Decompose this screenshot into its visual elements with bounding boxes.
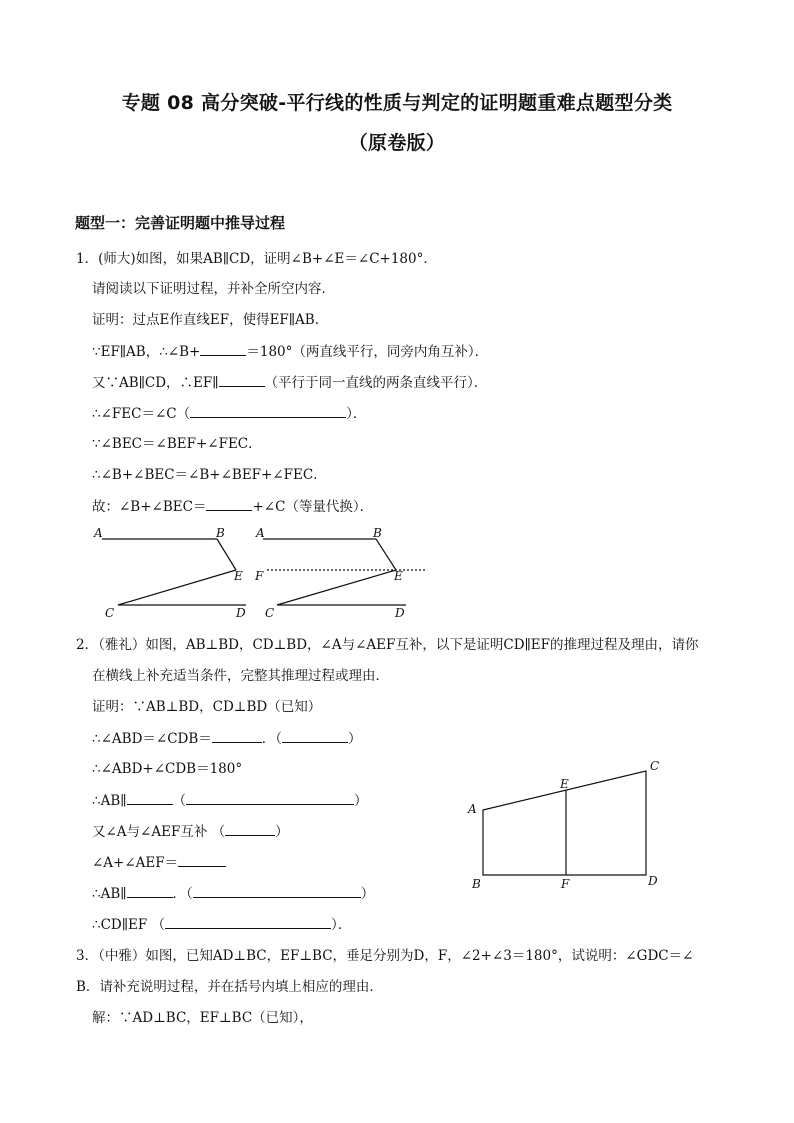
q2-text: ） [275, 824, 289, 840]
label-B: B [216, 526, 225, 540]
answer-blank[interactable] [206, 498, 252, 511]
label-D: D [395, 606, 405, 620]
q1-text: ∵EF∥AB，∴∠B+ [92, 344, 201, 360]
q2-figure [460, 755, 675, 895]
q2-proof-line [92, 792, 368, 809]
q1-proof-line [92, 405, 366, 422]
q2-statement: 2．（雅礼）如图，AB⊥BD，CD⊥BD，∠A与∠AEF互补，以下是证明CD∥EF的推理过程及理由，请你 [76, 637, 699, 653]
q1-text: 又∵AB∥CD，∴EF∥ [92, 375, 219, 391]
q2-proof-line: ∴∠ABD+∠CDB＝180° [92, 761, 243, 777]
label-A: A [468, 802, 477, 816]
label-C: C [265, 606, 275, 620]
label-D: D [648, 874, 658, 888]
answer-blank[interactable] [127, 885, 173, 898]
answer-blank[interactable] [190, 405, 346, 418]
q1-figures [90, 522, 440, 624]
q2-text: ．（ [172, 886, 193, 902]
answer-blank[interactable] [212, 730, 262, 743]
q1-figure-right [254, 526, 426, 620]
q2-instruction: 在横线上补充适当条件，完整其推理过程或理由． [92, 668, 389, 684]
answer-blank[interactable] [282, 730, 348, 743]
q2-proof-line [92, 823, 289, 840]
q2-proof-line: 证明：∵AB⊥BD，CD⊥BD（已知） [92, 699, 322, 715]
q1-proof-line: ∴∠B+∠BEC＝∠B+∠BEF+∠FEC． [92, 467, 327, 483]
q1-figure-left [93, 526, 246, 620]
q1-text: ∴∠FEC＝∠C（ [92, 406, 191, 422]
label-B: B [373, 526, 382, 540]
q1-proof-line [92, 374, 487, 391]
answer-blank[interactable] [127, 792, 173, 805]
q2-proof-line [92, 854, 226, 871]
label-C: C [650, 759, 660, 773]
q2-text: ） [360, 886, 375, 902]
q2-proof-line [92, 916, 351, 933]
q2-text: ）． [331, 917, 352, 933]
answer-blank[interactable] [193, 885, 361, 898]
page-subtitle: （原卷版） [348, 132, 446, 154]
q1-text: （平行于同一直线的两条直线平行）． [264, 375, 488, 391]
label-E: E [394, 569, 403, 583]
q3-statement-cont: B．请补充说明过程，并在括号内填上相应的理由． [76, 979, 383, 995]
q2-text: （ [172, 793, 186, 809]
q2-text: ） [354, 793, 368, 809]
answer-blank[interactable] [165, 916, 331, 929]
label-B: B [472, 877, 481, 891]
q2-text: ∴AB∥ [92, 793, 127, 809]
answer-blank[interactable] [178, 854, 226, 867]
label-A: A [256, 526, 265, 540]
q2-text: 又∠A与∠AEF互补 （ [92, 824, 226, 840]
q1-text: 故：∠B+∠BEC＝ [92, 499, 207, 515]
label-F: F [255, 569, 264, 583]
q1-text: ＝180°（两直线平行，同旁内角互补）． [246, 344, 489, 360]
q2-text: ∴CD∥EF （ [92, 917, 165, 933]
section-heading: 题型一：完善证明题中推导过程 [75, 214, 286, 232]
q2-text: ∴AB∥ [92, 886, 127, 902]
label-C: C [105, 606, 115, 620]
label-E: E [234, 569, 243, 583]
answer-blank[interactable] [225, 823, 275, 836]
q2-text: ∠A+∠AEF＝ [92, 855, 179, 871]
q2-text: ） [348, 731, 362, 747]
answer-blank[interactable] [186, 792, 354, 805]
q2-proof-line [92, 730, 362, 747]
answer-blank[interactable] [219, 374, 265, 387]
label-D: D [236, 606, 246, 620]
q2-text: ．（ [261, 731, 283, 747]
label-E: E [560, 777, 569, 791]
q1-text: ）． [346, 406, 367, 422]
page-title: 专题 08 高分突破-平行线的性质与判定的证明题重难点题型分类 [121, 92, 673, 114]
q2-text: ∴∠ABD＝∠CDB＝ [92, 731, 212, 747]
q3-solution-line: 解：∵AD⊥BC，EF⊥BC（已知）， [92, 1010, 313, 1026]
q1-proof-line [92, 343, 488, 360]
q1-proof-line: ∵∠BEC＝∠BEF+∠FEC． [92, 436, 262, 452]
answer-blank[interactable] [200, 343, 246, 356]
q1-instruction: 请阅读以下证明过程，并补全所空内容． [92, 281, 335, 297]
q1-statement: 1．(师大)如图，如果AB∥CD，证明∠B+∠E＝∠C+180°． [76, 251, 437, 267]
q2-proof-line [92, 885, 374, 902]
label-A: A [94, 526, 103, 540]
q1-proof-line [92, 498, 373, 515]
label-F: F [561, 877, 570, 891]
q3-statement: 3．（中雅）如图，已知AD⊥BC，EF⊥BC，垂足分别为D，F，∠2+∠3＝180°，试说明：∠GDC＝∠ [76, 948, 694, 964]
q1-proof-line: 证明：过点E作直线EF，使得EF∥AB． [92, 312, 329, 328]
q1-text: +∠C（等量代换）． [252, 499, 374, 515]
